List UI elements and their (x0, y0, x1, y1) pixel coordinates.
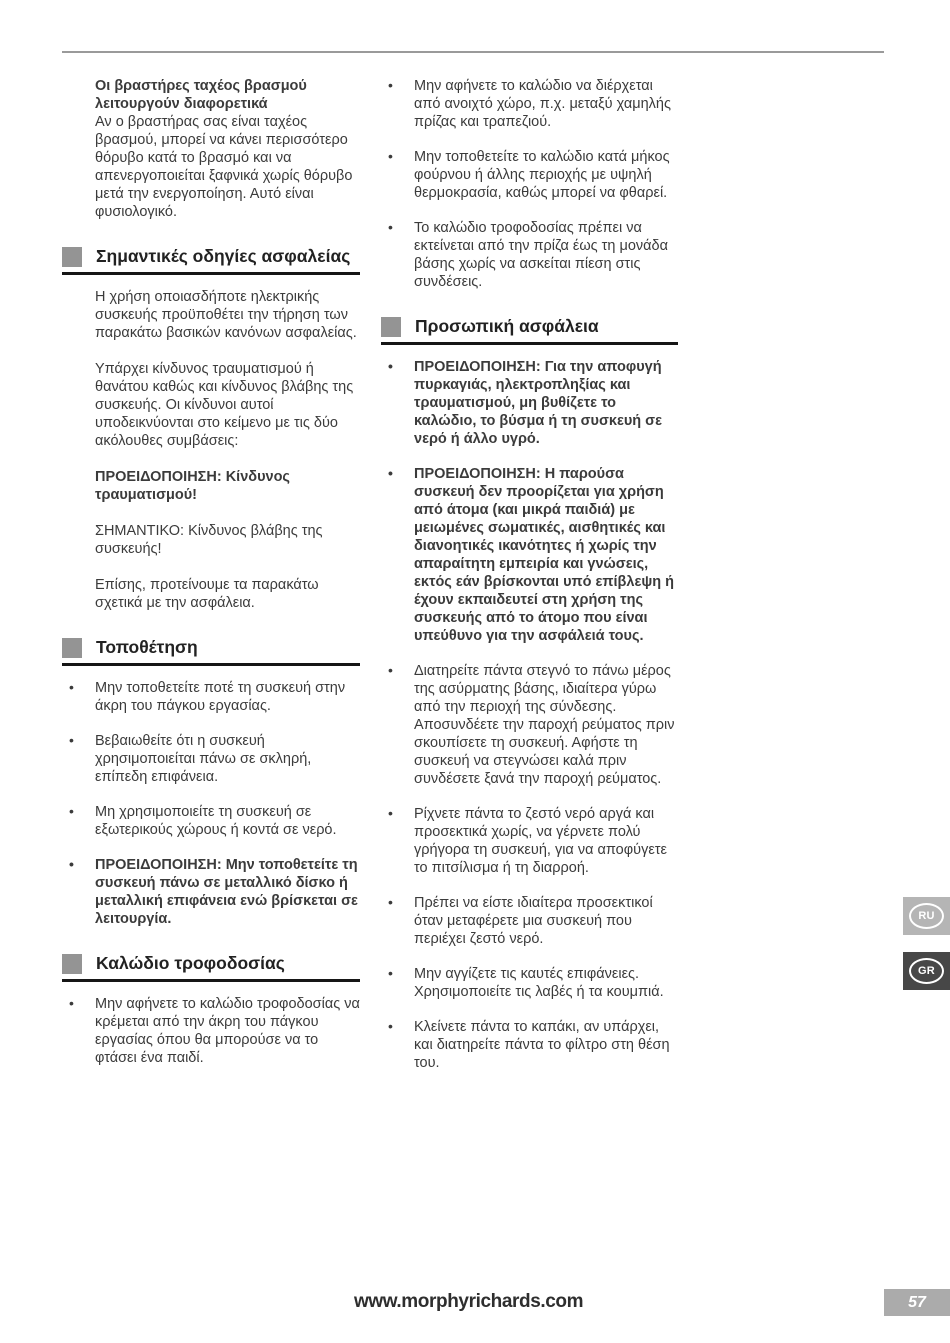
list-item-text: Μην αφήνετε το καλώδιο να διέρχεται από ανοιχτό χώρο, π.χ. μεταξύ χαμηλής πρίζας και τραπεζιού. (414, 78, 671, 130)
list-item-text: Κλείνετε πάντα το καπάκι, αν υπάρχει, και διατηρείτε πάντα το φίλτρο στη θέση του. (414, 1019, 670, 1071)
bullet-icon (388, 964, 393, 982)
list-item (381, 662, 678, 788)
left-column (62, 77, 360, 1067)
footer-website-url: www.morphyrichards.com (354, 1291, 584, 1312)
paragraph: Υπάρχει κίνδυνος τραυματισμού ή θανάτου καθώς και κίνδυνος βλάβης της συσκευής. Οι κίνδυνοι αυτοί υποδεικνύονται στο κείμενο με τις δύο ακόλουθες συμβάσεις: (95, 361, 354, 449)
paragraph: Επίσης, προτείνουμε τα παρακάτω σχετικά με την ασφάλεια. (95, 577, 319, 611)
list-item (62, 803, 360, 839)
bullet-icon (388, 464, 393, 482)
section-heading (62, 637, 360, 666)
top-rule (62, 51, 884, 53)
language-tab-gr (903, 952, 950, 990)
bullet-icon (69, 678, 74, 696)
section-power-cord (62, 953, 360, 1067)
list-item-text: Μην τοποθετείτε το καλώδιο κατά μήκος φούρνου ή άλλης περιοχής με υψηλή θερμοκρασία, καθώς μπορεί να φθαρεί. (414, 149, 670, 201)
list-item (381, 77, 678, 131)
list-item (62, 732, 360, 786)
section-heading (381, 316, 678, 345)
intro-heading: Οι βραστήρες ταχέος βρασμού λειτουργούν διαφορετικά (95, 78, 307, 112)
section-placement (62, 637, 360, 928)
list-item-text: ΠΡΟΕΙΔΟΠΟΙΗΣΗ: Μην τοποθετείτε τη συσκευή πάνω σε μεταλλικό δίσκο ή μεταλλική επιφάνεια ενώ βρίσκεται σε λειτουργία. (95, 857, 358, 927)
list-item-text: ΠΡΟΕΙΔΟΠΟΙΗΣΗ: Για την αποφυγή πυρκαγιάς, ηλεκτροπληξίας και τραυματισμού, μη βυθίζετε το καλώδιο, το βύσμα ή τη συσκευή σε νερό ή άλλο υγρό. (414, 359, 662, 447)
list-item-text: Μην τοποθετείτε ποτέ τη συσκευή στην άκρη του πάγκου εργασίας. (95, 680, 346, 714)
list-item-text: Βεβαιωθείτε ότι η συσκευή χρησιμοποιείται πάνω σε σκληρή, επίπεδη επιφάνεια. (95, 733, 312, 785)
list-item-text: Μη χρησιμοποιείτε τη συσκευή σε εξωτερικούς χώρους ή κοντά σε νερό. (95, 804, 337, 838)
page-number-badge: 57 (884, 1289, 950, 1316)
intro-body: Αν ο βραστήρας σας είναι ταχέος βρασμού, μπορεί να κάνει περισσότερο θόρυβο κατά το βρασμό και να απενεργοποιείται ξαφνικά χωρίς θόρυβο μετά την ενεργοποίηση. Αυτό είναι φυσιολογικό. (95, 114, 353, 220)
warning-paragraph: ΠΡΟΕΙΔΟΠΟΙΗΣΗ: Κίνδυνος τραυματισμού! (95, 469, 290, 503)
list-item (381, 894, 678, 948)
important-paragraph: ΣΗΜΑΝΤΙΚΟ: Κίνδυνος βλάβης της συσκευής! (95, 523, 323, 557)
gr-oval-badge: GR (909, 958, 944, 984)
bullet-icon (388, 218, 393, 236)
bullet-icon (388, 1017, 393, 1035)
intro-block (62, 77, 360, 221)
bullet-icon (69, 994, 74, 1012)
list-item (62, 995, 360, 1067)
right-column (381, 77, 678, 1072)
list-item-text: Μην αφήνετε το καλώδιο τροφοδοσίας να κρέμεται από την άκρη του πάγκου εργασίας όπου θα μπορούσε να το φτάσει ένα παιδί. (95, 996, 360, 1066)
section-square-icon (62, 638, 82, 658)
section-title: Σημαντικές οδηγίες ασφαλείας (96, 246, 351, 266)
list-item (62, 679, 360, 715)
section-title: Καλώδιο τροφοδοσίας (96, 953, 285, 973)
bullet-icon (388, 804, 393, 822)
power-cord-continued (381, 77, 678, 291)
section-title: Τοποθέτηση (96, 637, 198, 657)
list-item (381, 805, 678, 877)
section-square-icon (62, 954, 82, 974)
bullet-icon (69, 855, 74, 873)
list-item-text: Το καλώδιο τροφοδοσίας πρέπει να εκτείνεται από την πρίζα έως τη μονάδα βάσης χωρίς να ασκείται πίεση στις συνδέσεις. (414, 220, 668, 290)
list-item-text: Διατηρείτε πάντα στεγνό το πάνω μέρος της ασύρματης βάσης, ιδιαίτερα γύρω από την περιοχή της σύνδεσης. Αποσυνδέετε την παροχή ρεύματος πριν σκουπίσετε τη συσκευή. Αφήστε τη συσκευή να στεγνώσει καλά πριν συνδέσετε ξανά την παροχή ρεύματος. (414, 663, 675, 787)
section-square-icon (62, 247, 82, 267)
section-personal-safety (381, 316, 678, 1072)
list-item-text: Μην αγγίζετε τις καυτές επιφάνειες. Χρησιμοποιείτε τις λαβές ή τα κουμπιά. (414, 966, 664, 1000)
bullet-icon (388, 357, 393, 375)
bullet-icon (69, 731, 74, 749)
bullet-icon (388, 147, 393, 165)
section-important-safety (62, 246, 360, 612)
list-item (381, 219, 678, 291)
warning-list-item (62, 856, 360, 928)
paragraph: Η χρήση οποιασδήποτε ηλεκτρικής συσκευής προϋποθέτει την τήρηση των παρακάτω βασικών κανόνων ασφαλείας. (95, 289, 357, 341)
bullet-icon (388, 893, 393, 911)
bullet-icon (388, 76, 393, 94)
ru-oval-badge: RU (909, 903, 944, 929)
list-item-text: Πρέπει να είστε ιδιαίτερα προσεκτικοί όταν μεταφέρετε μια συσκευή που περιέχει ζεστό νερό. (414, 895, 653, 947)
list-item-text: Ρίχνετε πάντα το ζεστό νερό αργά και προσεκτικά χωρίς, να γέρνετε πολύ γρήγορα τη συσκευή, για να αποφύγετε το πιτσίλισμα ή τη διαρροή. (414, 806, 667, 876)
warning-list-item (381, 465, 678, 645)
bullet-icon (388, 661, 393, 679)
list-item (381, 148, 678, 202)
section-heading (62, 246, 360, 275)
list-item-text: ΠΡΟΕΙΔΟΠΟΙΗΣΗ: Η παρούσα συσκευή δεν προορίζεται για χρήση από άτομα (και μικρά παιδιά) με μειωμένες σωματικές, αισθητικές και διανοητικές ικανότητες ή χωρίς την απαραίτητη εμπειρία και γνώσεις, εκτός εάν βρίσκονται υπό επίβλεψη ή έχουν εκπαιδευτεί στη χρήση της συσκευής από το άτομο που είναι υπεύθυνο για την ασφάλειά τους. (414, 466, 674, 644)
list-item (381, 1018, 678, 1072)
section-heading (62, 953, 360, 982)
language-tab-ru (903, 897, 950, 935)
list-item (381, 965, 678, 1001)
bullet-icon (69, 802, 74, 820)
warning-list-item (381, 358, 678, 448)
section-square-icon (381, 317, 401, 337)
section-title: Προσωπική ασφάλεια (415, 316, 599, 336)
